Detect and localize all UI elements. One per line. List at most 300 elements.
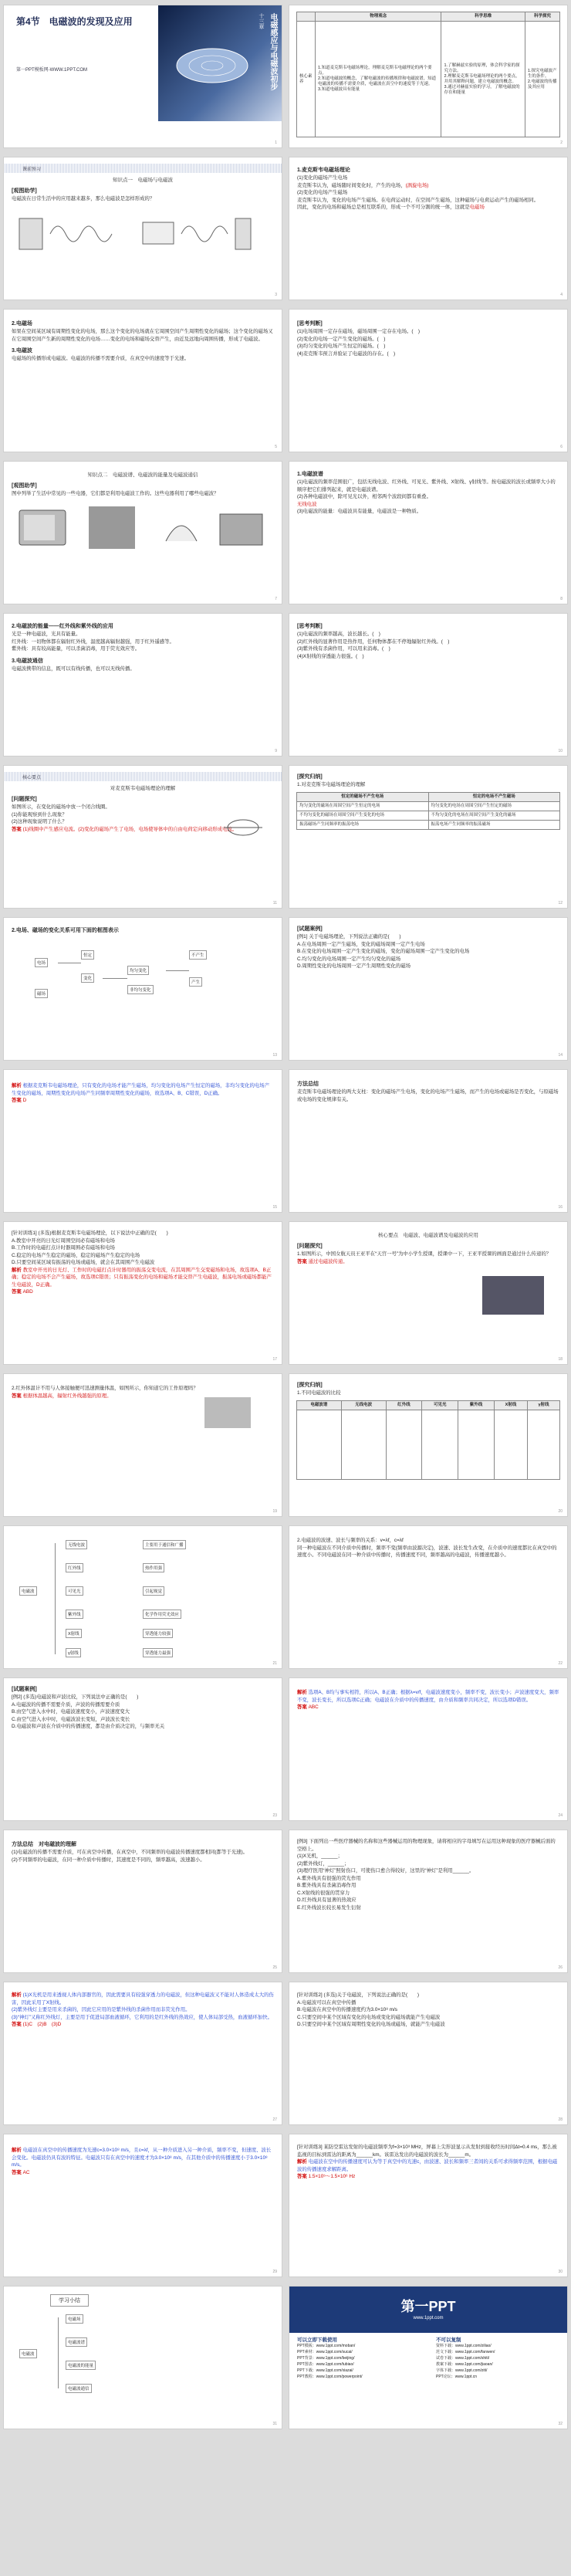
- heading: [问题探究]: [297, 1244, 323, 1249]
- diagram-node: 电磁波的能量: [66, 2361, 96, 2370]
- connector: [166, 970, 189, 971]
- slide-row: [3, 613, 568, 757]
- slide-row: [3, 1221, 568, 1365]
- signal-wave-illustration: [12, 203, 274, 257]
- table-header: 紫外线: [458, 1400, 495, 1410]
- question: [针对训练2] (多选)关于电磁波，下列说法正确的是( ): [297, 1992, 419, 1998]
- table-cell: 不均匀变化的电场在周围空间产生变化的磁场: [428, 811, 560, 820]
- astronaut-photo: [482, 1276, 544, 1315]
- explanation-text: 电磁波在空中的传播速度可认为等于真空中的光速c，由波速、波长和频率三者间的关系可求得频率范围，根据电磁波的传播速度求解距离。: [297, 2159, 558, 2172]
- answer-text: ABC: [308, 1704, 319, 1710]
- option: D.周期性变化的电场周围一定产生周期性变化的磁场: [297, 963, 411, 969]
- content-slide: [289, 1677, 568, 1821]
- option: D.电磁波和声波在介质中的传播速度，都是由介质决定的，与频率无关: [12, 1724, 165, 1729]
- paragraph: (1)变化的磁场产生电场: [297, 175, 348, 181]
- content-slide: [3, 1221, 282, 1365]
- explanation-text: (2)紫外线灯主要是用来杀菌的，因此它应用的是紫外线的杀菌作用而非荧光作用。: [12, 2007, 191, 2012]
- promo-column: [428, 2333, 567, 2383]
- answer: [289, 1704, 567, 1711]
- page-number: 3: [275, 293, 277, 297]
- summary-slide: [3, 2286, 282, 2429]
- page-number: 28: [558, 2117, 563, 2122]
- explanation-label: 解析: [12, 1083, 22, 1088]
- slide-row: [3, 1373, 568, 1517]
- table-row: [297, 811, 560, 820]
- heading: [4, 1841, 282, 1849]
- answer-label: 答案: [12, 1289, 22, 1295]
- table-header: 无线电波: [341, 1400, 386, 1410]
- diagram-node: 磁场: [35, 989, 48, 998]
- table-cell: 不均匀变化的磁场在周围空间产生变化的电场: [297, 811, 429, 820]
- explanation: [4, 2147, 282, 2169]
- text: 麦克斯韦认为，磁场随时间变化时，产生的电场，: [297, 182, 406, 188]
- heading-label: 方法总结: [12, 1842, 33, 1847]
- heading: 2.电磁波的能量——红外线和紫外线的应用: [12, 624, 113, 629]
- paragraph: (1)电磁波的传播不需要介质，可在真空中传播，在真空中，不同频率的电磁波传播速度都相同(都等于光速)。: [12, 1850, 248, 1855]
- answer-label: 答案: [12, 1098, 22, 1103]
- paragraph: (2)不同频率的电磁波，在同一种介质中传播时，其速度是不同的，频率越高，波速越小。: [12, 1857, 205, 1863]
- content-slide: [3, 1830, 282, 1973]
- summary-diagram: [4, 2307, 282, 2407]
- content-slide: [3, 1069, 282, 1213]
- option: C.X射线的很强的贯穿力: [297, 1890, 350, 1896]
- promo-columns: [289, 2333, 567, 2383]
- paragraph: 同一种电磁波在不同介质中传播时，频率不变(频率由波源决定)，波速、波长发生改变，在介质中的速度都比在真空中的速度小。不同电磁波在同一种介质中传播时，传播速度不同，频率越高的电磁波，传播速度越小。: [297, 1545, 557, 1558]
- explanation-text: (3)“神灯”又称红外线灯，主要是用于促进局部血液循环，它利用的是红外线的热效应，使人体局部受热，血液循环加快。: [12, 2014, 272, 2020]
- diagram-node: 产生: [189, 977, 202, 987]
- spectrum-diagram: [4, 1532, 282, 1664]
- diagram-node: 电磁场: [66, 2314, 83, 2324]
- answer-label: 答案: [12, 2169, 22, 2175]
- objectives-slide: [289, 5, 568, 148]
- page-number: 16: [558, 1205, 563, 1210]
- explanation-text: 根据麦克斯韦电磁场理论，只有变化的电场才能产生磁场，均匀变化的电场产生恒定的磁场，非均匀变化的电场产生变化的磁场，周期性变化的电场产生同频率周期性变化的磁场，故选项A、B、C错误，D正确。: [12, 1083, 270, 1096]
- explanation: [289, 2158, 567, 2173]
- title-slide: [3, 5, 282, 148]
- objective-cell: 1.了解赫兹实验的原理，体会科学家的探究方法。 2.理解麦克斯韦电磁场理论的两个要点，并用其解释问题，建立电磁波的概念。 3.通过对赫兹实验的学习，了解电磁波的存在和能量: [441, 22, 525, 137]
- paragraph: [289, 204, 567, 212]
- heading: 3.电磁波: [12, 348, 32, 354]
- diagram-node: 穿透能力最强: [143, 1648, 173, 1657]
- page-number: 32: [558, 2422, 563, 2426]
- slide-row: [3, 157, 568, 300]
- page-number: 23: [272, 1813, 277, 1818]
- content-slide: [289, 1221, 568, 1365]
- promo-logo: 第一PPT: [400, 2299, 456, 2314]
- heading: [思考判断]: [297, 624, 323, 629]
- slide-row: [3, 1677, 568, 1821]
- content-slide: [3, 157, 282, 300]
- content-slide: [289, 157, 568, 300]
- answer-label: 答案: [12, 2022, 22, 2027]
- link-item[interactable]: 试卷下载：www.1ppt.com/shiti/: [436, 2356, 490, 2361]
- paragraph: (2)各种电磁波中，除可见光以外，相邻两个波段间都有重叠。: [297, 494, 431, 499]
- page-number: 6: [560, 445, 563, 449]
- link-item[interactable]: 教案下载：www.1ppt.com/jiaoan/: [436, 2362, 493, 2367]
- brand-text: 第一PPT模板网-WWW.1PPT.COM: [16, 68, 87, 73]
- list-item: (2)紫外线灯，______；: [297, 1860, 350, 1867]
- connector: [103, 978, 127, 979]
- slide-row: [3, 765, 568, 909]
- section-banner: [4, 772, 282, 781]
- option: A.教室中开亮的日光灯周围空间必有磁场和电场: [12, 1237, 115, 1244]
- explanation: [4, 1082, 282, 1097]
- heading: [试题案例]: [297, 926, 323, 932]
- paragraph: 1.对麦克斯韦电磁场理论的理解: [297, 782, 366, 787]
- explanation-text: (1)X光机是用来透视人体内部器官的，因此需要具有较强穿透力的电磁波，但这种电磁波又不能对人体造成太大的伤害，因此采用了X射线。: [12, 1992, 274, 2006]
- slide-row: [3, 1069, 568, 1213]
- heading: 1.电磁波谱: [297, 472, 323, 477]
- question: 2.红外体温计不用与人体接触便可迅速测量体温，如图所示，你知道它的工作原理吗？: [12, 1386, 198, 1391]
- option: B.紫外线具有杀菌消毒作用: [297, 1883, 356, 1888]
- table-cell: 振荡电场产生同频率的振荡磁场: [428, 820, 560, 829]
- diagram-node: 非均匀变化: [127, 985, 154, 994]
- paragraph: [289, 182, 567, 190]
- diagram-node: 化学作用荧光效应: [143, 1610, 181, 1619]
- heading: [试题案例]: [12, 1687, 37, 1692]
- answer-label: 答案: [12, 826, 22, 832]
- paragraph: 电磁波在日常生活中的应用越来越多，那么电磁波是怎样形成的？: [12, 196, 155, 201]
- link-item[interactable]: 资料下载：www.1ppt.com/ziliao/: [436, 2344, 492, 2348]
- explanation-label: 解析: [12, 1992, 22, 1998]
- heading: [探究归纳]: [297, 1383, 323, 1388]
- heading: 3.电磁波通信: [12, 658, 43, 664]
- page-number: 9: [275, 749, 277, 753]
- list-item: (2)红外线的显著作用是热作用，任何物体都在不停地辐射红外线。( ): [297, 638, 450, 645]
- content-slide: [3, 461, 282, 604]
- answer: [4, 2021, 282, 2029]
- explanation: [4, 1992, 282, 2006]
- content-slide: [289, 1982, 568, 2125]
- comparison-table: [296, 792, 560, 830]
- option: A.电磁波的传播不需要介质，声波的传播需要介质: [12, 1701, 120, 1708]
- option: B.在变化的电场周围一定产生变化的磁场，变化的磁场周围一定产生变化的电场: [297, 949, 470, 954]
- answer: [4, 2169, 282, 2177]
- heading: [探究归纳]: [297, 774, 323, 780]
- option: A.紫外线具有很强的荧光作用: [297, 1875, 361, 1881]
- list-item: (1)电磁波的频率越高，波长越长。( ): [297, 631, 380, 637]
- relation-diagram: [4, 935, 282, 1027]
- answer-label: 答案: [297, 2174, 307, 2179]
- page-number: 14: [558, 1053, 563, 1058]
- slide-row: [3, 461, 568, 604]
- slide-row: [3, 1525, 568, 1669]
- paragraph: 1.如图所示，中国女航天员王亚平在“天宫一号”为中小学生授课，授课中一下，王亚平授课的画面是通过什么传递的？: [297, 1251, 552, 1257]
- heading: 2.电场、磁场的变化关系可用下面的框图表示: [12, 928, 119, 933]
- diagram-node: 电磁波谱: [66, 2337, 87, 2347]
- paragraph: 红外线：一切物体都在辐射红外线，温度越高辐射越强，用于红外遥感等。: [12, 638, 174, 645]
- promo-url: www.1ppt.com: [413, 2316, 444, 2320]
- link-item[interactable]: PPT教程：www.1ppt.com/powerpoint/: [297, 2375, 363, 2379]
- column-title: 可以立即下载使用: [297, 2337, 337, 2343]
- option: A.在电场周围一定产生磁场，变化的磁场周围一定产生电场: [297, 941, 425, 947]
- list-item: (3)均匀变化的电场产生恒定的磁场。( ): [297, 344, 386, 349]
- link-item[interactable]: PPT素材：www.1ppt.com/sucai/: [297, 2350, 353, 2354]
- question: [例3] 下面列出一些医疗器械的名称和这些器械运用的物理现象，请将相应的字母填写在运用这种现象的医疗器械后面的空格上。: [297, 1839, 556, 1852]
- page-number: 17: [272, 1357, 277, 1362]
- table-cell: 均匀变化的磁场在周围空间产生恒定的电场: [297, 801, 429, 811]
- row-label: 核心素养: [297, 22, 316, 137]
- table-header: [297, 12, 316, 22]
- option: B.工作时的电磁打点计时器周围必有磁场和电场: [12, 1245, 115, 1251]
- promo-header: [289, 2287, 567, 2333]
- answer-label: 答案: [12, 1393, 22, 1399]
- diagram-node: 可见光: [66, 1586, 83, 1596]
- heading: 1.麦克斯韦电磁场理论: [297, 168, 350, 173]
- option: D.只要空间某区域有振荡的电场或磁场，就会在其周围产生电磁波: [12, 1260, 155, 1265]
- table-header: 物理观念: [316, 12, 441, 22]
- content-slide: [289, 765, 568, 909]
- objectives-table: [296, 12, 560, 137]
- paragraph: 麦克斯韦认为，变化的电场产生磁场。在电荷运动时，在空间产生磁场，这种磁场与电荷运动产生的磁场相同。: [297, 197, 539, 203]
- page-number: 21: [272, 1661, 277, 1666]
- answer-text: 根据体温越高，辐射红外线越强的原理。: [22, 1393, 112, 1399]
- objective-cell: 1.探究电磁波产生的条件。 2.电磁波的传播及其应用: [525, 22, 559, 137]
- heading: 方法总结: [297, 1082, 319, 1087]
- link-item[interactable]: 字体下载：www.1ppt.com/ziti/: [436, 2368, 488, 2373]
- table-header: 电磁波谱: [297, 1400, 342, 1410]
- page-number: 27: [272, 2117, 277, 2122]
- list-item: (4)麦克斯韦预言并验证了电磁波的存在。( ): [297, 350, 396, 357]
- explanation: [289, 1689, 567, 1704]
- text: 因此，变化的电场和磁场总是相互联系的，形成一个不可分割的统一体，这就是: [297, 205, 470, 210]
- link-item[interactable]: PPT图表：www.1ppt.com/tubiao/: [297, 2362, 354, 2367]
- paragraph: 如图所示，在变化的磁场中放一个闭合线圈。: [12, 804, 110, 810]
- answer: [4, 1097, 282, 1105]
- heading: [观图助学]: [12, 483, 37, 489]
- answer: [4, 1288, 282, 1296]
- diagram-node: 电场: [35, 958, 48, 967]
- banner-title: 电磁感应与电磁波初步: [269, 13, 277, 90]
- column-title: 不可以复制: [436, 2337, 461, 2343]
- link-item[interactable]: PPT论坛：www.1ppt.cn: [436, 2375, 478, 2379]
- objective-cell: 1.知道麦克斯韦电磁场理论，理解麦克斯韦电磁理论的两个要点。 2.知道电磁波的概念，了解电磁波的传播规律和电磁波谱，知道电磁波的传播不需要介质，电磁波在真空中的速度等于光速。 3.知道电磁波具有能量: [316, 22, 441, 137]
- section-title: [289, 1231, 567, 1238]
- diagram-node: 穿透能力较强: [143, 1629, 173, 1638]
- page-number: 12: [558, 901, 563, 905]
- diagram-node: 无线电波: [66, 1540, 87, 1549]
- page-number: 19: [272, 1509, 277, 1514]
- question: [例2] (多选)电磁波和声波比较，下列说法中正确的是( ): [12, 1694, 139, 1700]
- paragraph: (3)电磁波的能量：电磁波具有能量，电磁波是一种物质。: [297, 509, 422, 514]
- promo-slide: [289, 2286, 568, 2429]
- option: B.电磁波在真空中的传播速度约为3.0×10⁸ m/s: [297, 2007, 397, 2012]
- table-row: [297, 801, 560, 811]
- heading-title: 对电磁波的理解: [39, 1842, 76, 1847]
- highlight-text: 无线电波: [297, 501, 317, 507]
- paragraph: (2)变化的电场产生磁场: [297, 190, 348, 195]
- diagram-node: 电磁波: [19, 2349, 37, 2358]
- page-number: 11: [272, 901, 277, 905]
- highlight-text: (涡旋电场): [405, 182, 429, 188]
- diagram-node: 电磁波通信: [66, 2384, 92, 2393]
- link-item[interactable]: PPT模板：www.1ppt.com/moban/: [297, 2344, 356, 2348]
- paragraph: 电磁波携带的信息，既可以有线传播，也可以无线传播。: [12, 665, 135, 672]
- paragraph: 2.电磁波的波速、波长与频率的关系：v=λf，c=λf: [297, 1538, 404, 1543]
- option: B.由空气进入水中时，电磁波速度变小，声波速度变大: [12, 1709, 130, 1715]
- table-header: 恒定的电场不产生磁场: [428, 792, 560, 801]
- page-number: 24: [558, 1813, 563, 1818]
- paragraph: 麦克斯韦电磁场理论的两大支柱：变化的磁场产生电场，变化的电场产生磁场，而产生的电场或磁场是否变化，与原磁场或电场的变化规律有关。: [297, 1089, 559, 1102]
- list-item: (3)理疗医用“神灯”照射伤口，可使伤口愈合得较好，这里的“神灯”是利用______。: [297, 1868, 475, 1874]
- slide-row: [3, 309, 568, 452]
- content-slide: [3, 1982, 282, 2125]
- explanation-text: 选项A、B均与事实相符，所以A、B正确；根据λ=v/f，电磁波速度变小，频率不变，波长变小；声波速度变大，频率不变，波长变长，所以选项C正确；电磁波在介质中的传播速度，由介质和频率共同决定，所以选项D错误。: [297, 1690, 559, 1703]
- page-number: 25: [272, 1965, 277, 1970]
- paragraph: 1.不同电磁波的比较: [297, 1390, 341, 1396]
- content-slide: [289, 461, 568, 604]
- content-slide: [289, 1525, 568, 1669]
- paragraph: (1)电磁波的频率范围很广，包括无线电波、红外线、可见光、紫外线、X射线、γ射线等。按电磁波的波长或频率大小的顺序把它们排列起来，就是电磁波谱。: [297, 479, 556, 493]
- page-number: 20: [558, 1509, 563, 1514]
- page-number: 26: [558, 1965, 563, 1970]
- question: (1)你能观察到什么现象？: [12, 811, 67, 817]
- link-item[interactable]: 范文下载：www.1ppt.com/fanwen/: [436, 2350, 495, 2354]
- paragraph: 光是一种电磁波，光具有能量。: [12, 631, 81, 637]
- connector: [55, 1543, 56, 1654]
- answer-text: 1.5×10⁵～1.5×10⁶ Hz: [308, 2174, 356, 2179]
- content-slide: [289, 613, 568, 757]
- answer-label: 答案: [297, 1704, 307, 1710]
- option: C.稳定的电场产生稳定的磁场，稳定的磁场产生稳定的电场: [12, 1252, 140, 1258]
- answer-text: 通过电磁波传递。: [308, 1258, 348, 1264]
- option: D.只要空间中某个区域有周期性变化的电场或磁场，就能产生电磁波: [297, 2022, 445, 2027]
- content-slide: [289, 1373, 568, 1517]
- section-label: 核心要点: [378, 1233, 398, 1238]
- heading: [思考判断]: [297, 321, 323, 327]
- slide-row: [3, 2286, 568, 2429]
- diagram-node: γ射线: [66, 1648, 81, 1657]
- answer-text: (1)C (2)B (3)D: [22, 2022, 62, 2027]
- table-header: 红外线: [386, 1400, 422, 1410]
- highlight-text: 电磁场: [469, 205, 485, 210]
- diagram-node: 电磁波: [19, 1586, 37, 1596]
- table-row: [297, 1410, 560, 1479]
- content-slide: [289, 917, 568, 1061]
- connector: [58, 2317, 59, 2388]
- table-header: 科学思维: [441, 12, 525, 22]
- option: E.红外线波长较长易发生衍射: [297, 1904, 361, 1911]
- heading: [观图助学]: [12, 188, 37, 194]
- diagram-node: 变化: [81, 973, 94, 983]
- list-item: (4)X射线的穿透能力很强。( ): [297, 653, 364, 659]
- content-slide: [289, 2134, 568, 2277]
- page-number: 1: [275, 140, 277, 145]
- table-header: 可见光: [422, 1400, 458, 1410]
- explanation-label: 解析: [12, 1267, 22, 1273]
- answer-text: AC: [22, 2169, 30, 2175]
- slide-row: [3, 1830, 568, 1973]
- banner-chapter: 十三章: [258, 13, 264, 29]
- content-slide: [289, 309, 568, 452]
- content-slide: [3, 2134, 282, 2277]
- content-slide: [3, 613, 282, 757]
- content-slide: [289, 1830, 568, 1973]
- section-banner: 课前预习: [4, 164, 282, 173]
- list-item: (2)变化的电场一定产生变化的磁场。( ): [297, 336, 386, 342]
- explanation: [4, 1267, 282, 1289]
- diagram-node: 热作用强: [143, 1563, 164, 1572]
- section-title: 知识点一 电磁场与电磁波: [113, 178, 173, 183]
- answer-label: 答案: [297, 1258, 307, 1264]
- content-slide: [3, 765, 282, 909]
- question: (2)这种现象说明了什么？: [12, 819, 67, 824]
- section-title: 知识点二 电磁波谱、电磁波的能量及电磁波通信: [87, 472, 198, 478]
- link-item[interactable]: PPT背景：www.1ppt.com/beijing/: [297, 2356, 355, 2361]
- heading: [问题探究]: [12, 797, 37, 802]
- explanation-text: 教室中开亮的日光灯、工作时的电磁打点计时器用的振荡交变电流，在其周围产生交变磁场和电场，故选项A、B正确；稳定的电场不会产生磁场，故选项C错误；只有振荡变化的电场和磁场才能交替产生电磁波，振荡电场或磁场都能产生电磁波，D正确。: [12, 1267, 272, 1288]
- explanation-label: 解析: [297, 1690, 307, 1695]
- summary-title: 学习小结: [50, 2294, 89, 2307]
- diagram-node: 紫外线: [66, 1610, 83, 1619]
- table-cell: 均匀变化的电场在周围空间产生恒定的磁场: [428, 801, 560, 811]
- slide-row: [3, 2134, 568, 2277]
- content-slide: [3, 1677, 282, 1821]
- option: C.均匀变化的电场周围一定产生均匀变化的磁场: [297, 956, 401, 962]
- explanation-label: 解析: [12, 2148, 22, 2153]
- content-slide: [289, 1069, 568, 1213]
- appliance-illustration: [12, 503, 274, 557]
- promo-column: [289, 2333, 428, 2383]
- page-number: 22: [558, 1661, 563, 1666]
- thermometer-photo: [204, 1397, 251, 1428]
- list-item: (1)X光机，______；: [297, 1853, 343, 1859]
- answer-text: (1)线圈中产生感应电流。(2)变化的磁场产生了电场，电场使导体中的自由电荷定向移动形成电流。: [22, 826, 238, 832]
- diagram-node: 不产生: [189, 950, 207, 960]
- spectrum-table: [296, 1400, 560, 1480]
- diagram-node: 均匀变化: [127, 966, 149, 975]
- slide-row: [3, 1982, 568, 2125]
- link-item[interactable]: PPT下载：www.1ppt.com/xiazai/: [297, 2368, 353, 2373]
- table-header: 恒定的磁场不产生电场: [297, 792, 429, 801]
- question: [针对训练1] (多选)根据麦克斯韦电磁场理论，以下说法中正确的是( ): [12, 1230, 168, 1236]
- content-slide: [3, 1525, 282, 1669]
- option: A.电磁波可以在真空中传播: [297, 1999, 356, 2006]
- list-item: (1)电场周围一定存在磁场，磁场周围一定存在电场。( ): [297, 329, 421, 334]
- content-slide: [3, 917, 282, 1061]
- paragraph: 如果在空间某区域有周期性变化的电场，那么这个变化的电场就在它周围空间产生周期性变化的磁场；这个变化的磁场又在它周围空间产生新的周期性变化的电场……变化的电场和磁场交替产生，由近及远地向周围传播，形成了电磁波。: [12, 329, 273, 342]
- page-number: 15: [272, 1205, 277, 1210]
- page-number: 7: [275, 597, 277, 601]
- table-header: γ射线: [528, 1400, 560, 1410]
- question: [例1] 关于电磁场理论，下列说法正确的是( ): [297, 934, 401, 939]
- table-header: X射线: [494, 1400, 527, 1410]
- diagram-node: X射线: [66, 1629, 82, 1638]
- table-row: [297, 820, 560, 829]
- list-item: (3)紫外线有杀菌作用，可以用来消毒。( ): [297, 646, 390, 652]
- page-number: 5: [275, 445, 277, 449]
- diagram-node: 恒定: [81, 950, 94, 960]
- paragraph: 图中列举了生活中常见的一些电器，它们都是利用电磁波工作的。这些电器利用了哪些电磁波？: [12, 491, 219, 496]
- page-number: 8: [560, 597, 563, 601]
- answer: [289, 2173, 567, 2181]
- slide-title: 第4节 电磁波的发现及应用: [16, 16, 133, 27]
- page-number: 18: [558, 1357, 563, 1362]
- option: C.只要空间中某个区域有变化的电场或变化的磁场就能产生电磁波: [297, 2014, 441, 2020]
- answer-text: ABD: [22, 1289, 33, 1295]
- table-cell: 振荡磁场产生同频率的振荡电场: [297, 820, 429, 829]
- diagram-node: 主要用于通信和广播: [143, 1540, 186, 1549]
- paragraph: 电磁场的传播形成电磁波。电磁波的传播不需要介质，在真空中的速度等于光速。: [12, 356, 190, 361]
- content-slide: [3, 1373, 282, 1517]
- content-slide: [3, 309, 282, 452]
- page-number: 29: [272, 2270, 277, 2274]
- page-number: 2: [560, 140, 563, 145]
- coil-illustration: [220, 812, 266, 843]
- section-label: 核心要点: [22, 776, 42, 780]
- diagram-node: 红外线: [66, 1563, 83, 1572]
- paragraph: 紫外线：具有较高能量，可以杀菌消毒，用于荧光效应等。: [12, 646, 140, 652]
